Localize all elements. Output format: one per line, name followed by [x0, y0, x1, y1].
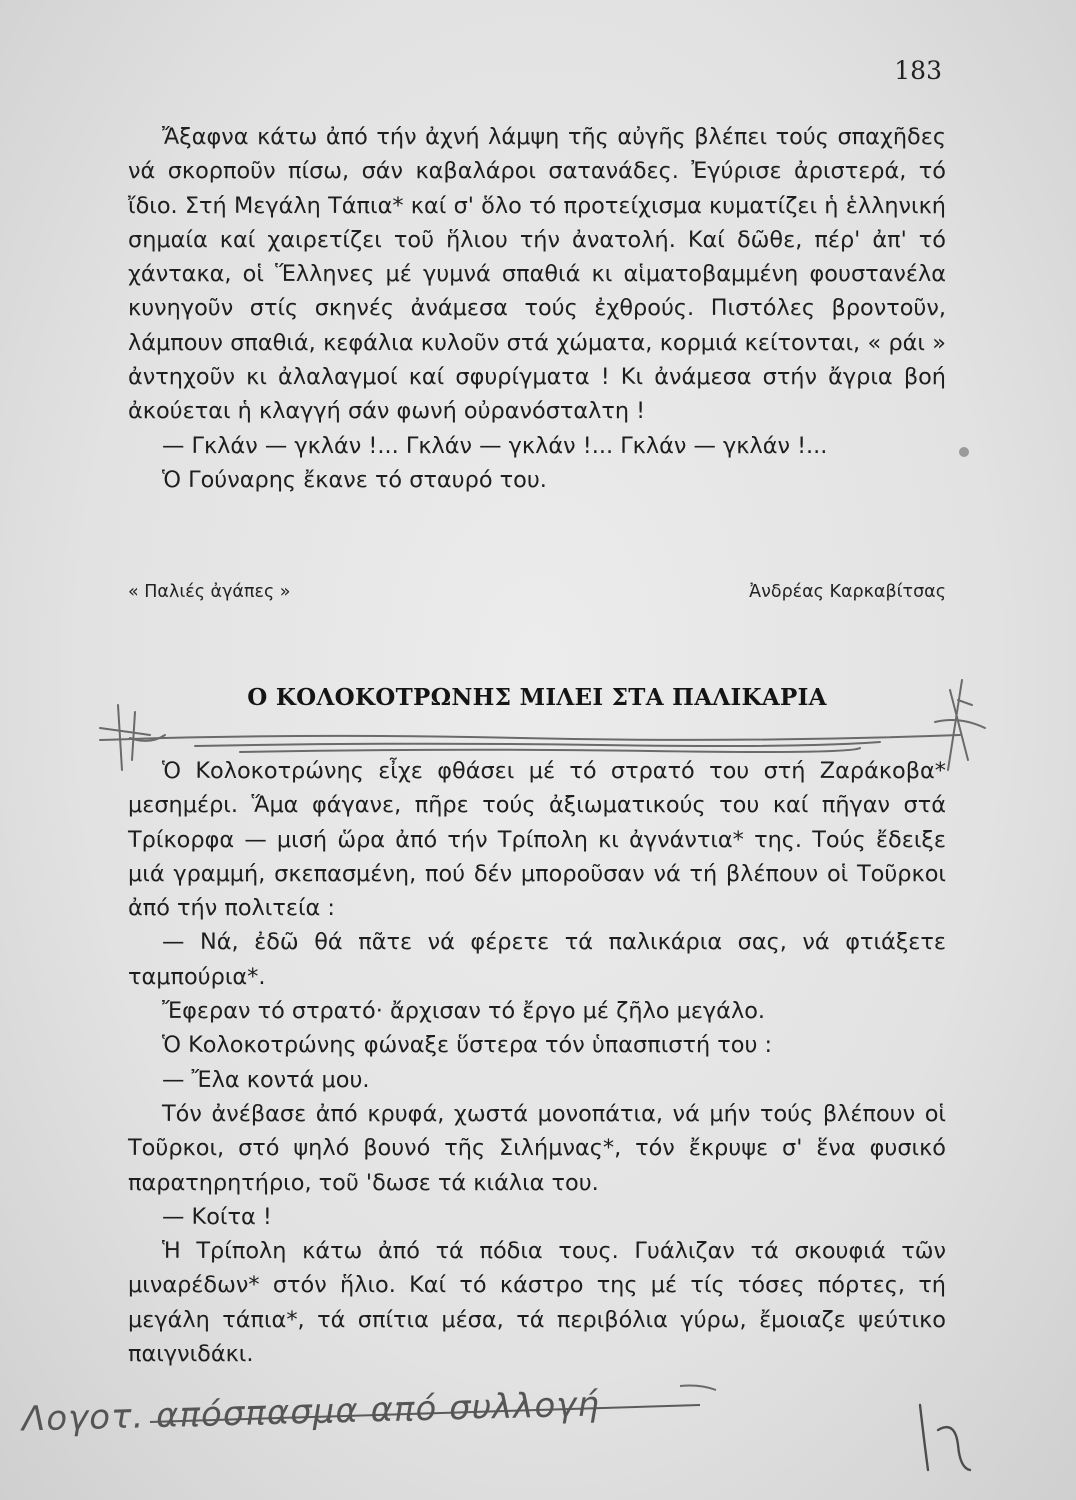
- handwritten-note: Λογοτ. απόσπασμα από συλλογή: [21, 1384, 601, 1440]
- paragraph: — Κοίτα !: [162, 1203, 272, 1230]
- page-number: 183: [894, 56, 942, 85]
- dialogue-line: — Γκλάν — γκλάν !... Γκλάν — γκλάν !... Γκλάν — γκλάν !...: [162, 432, 828, 459]
- paragraph: Ὁ Κολοκοτρώνης εἶχε φθάσει μέ τό στρατό του στή Ζαράκοβα* μεσημέρι. Ἅμα φάγανε, πῆρε τούς ἀξιωματικούς του καί πῆγαν στά Τρίκορφα — μισή ὥρα ἀπό τήν Τρίπολη κι ἀγνάντια* της. Τούς ἔδειξε μιά γραμμή, σκεπασμένη, πού δέν μποροῦσαν νά τή βλέπουν οἱ Τοῦρκοι ἀπό τήν πολιτεία :: [128, 758, 946, 922]
- closing-line: Ὁ Γούναρης ἔκανε τό σταυρό του.: [162, 466, 547, 493]
- paragraph: — Ἔλα κοντά μου.: [162, 1066, 370, 1093]
- margin-dot: [959, 447, 969, 457]
- paragraph: Ἔφεραν τό στρατό· ἄρχισαν τό ἔργο μέ ζῆλο μεγάλο.: [162, 998, 766, 1025]
- source-attribution: [128, 582, 946, 602]
- paragraph: — Νά, ἐδῶ θά πᾶτε νά φέρετε τά παλικάρια σας, νά φτιάξετε ταμπούρια*.: [128, 929, 946, 990]
- source-book: « Παλιές ἀγάπες »: [128, 582, 291, 602]
- top-text-block: [128, 120, 946, 497]
- source-author: Ἀνδρέας Καρκαβίτσας: [749, 582, 946, 602]
- paragraph: Ὁ Κολοκοτρώνης φώναξε ὕστερα τόν ὑπασπιστή του :: [162, 1032, 773, 1059]
- paragraph: Ἄξαφνα κάτω ἀπό τήν ἀχνή λάμψη τῆς αὐγῆς βλέπει τούς σπαχῆδες νά σκορποῦν πίσω, σάν καβαλάροι σατανάδες. Ἐγύρισε ἀριστερά, τό ἴδιο. Στή Μεγάλη Τάπια* καί σ' ὅλο τό προτείχισμα κυματίζει ἡ ἑλληνική σημαία καί χαιρετίζει τοῦ ἥλιου τήν ἀνατολή. Καί δῶθε, πέρ' ἀπ' τό χάντακα, οἱ Ἕλληνες μέ γυμνά σπαθιά κι αἱματοβαμμένη φουστανέλα κυνηγοῦν στίς σκηνές ἀνάμεσα τούς ἐχθρούς. Πιστόλες βροντοῦν, λάμπουν σπαθιά, κεφάλια κυλοῦν στά χώματα, κορμιά κείτονται, « ράι » ἀντηχοῦν κι ἀλαλαγμοί καί σφυρίγματα ! Κι ἀνάμεσα στήν ἄγρια βοή ἀκούεται ἡ κλαγγή σάν φωνή οὐρανόσταλτη !: [128, 124, 946, 425]
- section-title: Ο ΚΟΛΟΚΟΤΡΩΝΗΣ ΜΙΛΕΙ ΣΤΑ ΠΑΛΙΚΑΡΙΑ: [247, 684, 827, 711]
- paragraph: Τόν ἀνέβασε ἀπό κρυφά, χωστά μονοπάτια, νά μήν τούς βλέπουν οἱ Τοῦρκοι, στό ψηλό βουνό τῆς Σιλήμνας*, τόν ἔκρυψε σ' ἕνα φυσικό παρατηρητήριο, τοῦ 'δωσε τά κιάλια του.: [128, 1100, 946, 1196]
- paragraph: Ἡ Τρίπολη κάτω ἀπό τά πόδια τους. Γυάλιζαν τά σκουφιά τῶν μιναρέδων* στόν ἥλιο. Καί τό κάστρο της μέ τίς τόσες πόρτες, τή μεγάλη τάπια*, τά σπίτια μέσα, τά περιβόλια γύρω, ἔμοιαζε ψεύτικο παιγνιδάκι.: [128, 1238, 946, 1368]
- section-body: [128, 754, 946, 1371]
